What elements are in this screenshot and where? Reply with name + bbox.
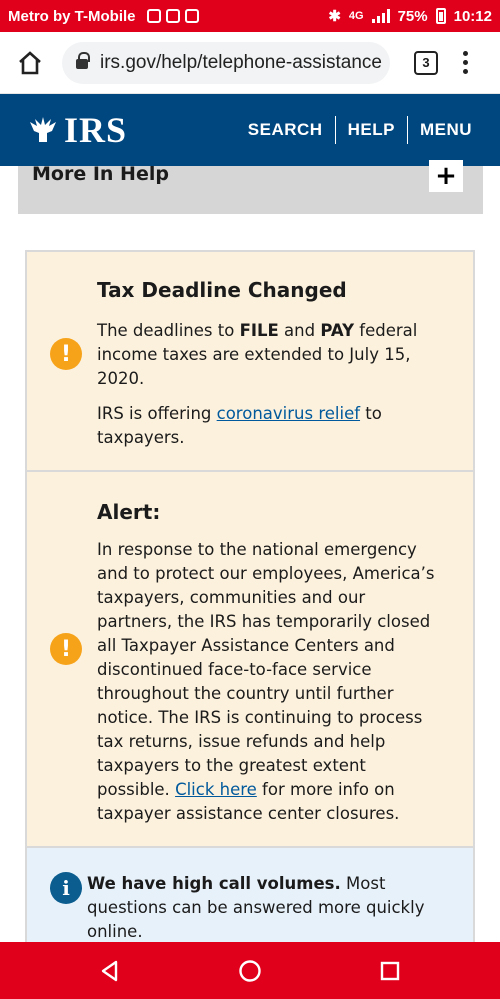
text-segment: federal income taxes are extended to July 15, 2020.	[97, 321, 418, 388]
bluetooth-icon: ✱	[328, 8, 341, 25]
shield-icon	[185, 9, 199, 23]
text-segment: Most questions can be answered more quickly online.	[87, 874, 425, 941]
document-icon	[166, 9, 180, 23]
lock-icon	[76, 57, 88, 69]
closure-alert	[25, 472, 475, 848]
notification-icons	[147, 9, 199, 23]
pay-emphasis: PAY	[320, 321, 355, 340]
warning-icon: !	[50, 633, 82, 665]
logo-text: IRS	[64, 110, 128, 150]
recents-icon[interactable]	[378, 959, 402, 983]
site-header	[0, 94, 500, 166]
file-emphasis: FILE	[239, 321, 279, 340]
alert-title: Alert:	[97, 500, 161, 524]
home-button[interactable]	[12, 45, 48, 81]
system-navigation-bar	[0, 942, 500, 999]
click-here-link[interactable]: Click here	[175, 780, 257, 799]
text-segment: and	[278, 321, 321, 340]
tab-switcher-button[interactable]: 3	[414, 51, 438, 75]
call-volume-emphasis: We have high call volumes.	[87, 874, 341, 893]
info-icon: i	[50, 872, 82, 904]
nav-help[interactable]: HELP	[347, 120, 395, 139]
battery-icon	[436, 8, 446, 24]
coronavirus-relief-link[interactable]: coronavirus relief	[216, 404, 361, 423]
relief-text	[97, 402, 437, 450]
deadline-text	[97, 319, 437, 391]
browser-menu-button[interactable]	[462, 51, 468, 74]
dot-icon	[463, 60, 468, 65]
more-in-help-title: More In Help	[32, 163, 169, 185]
youtube-icon	[147, 9, 161, 23]
text-segment: The deadlines to	[97, 321, 240, 340]
address-bar[interactable]	[62, 42, 390, 84]
deadline-title: Tax Deadline Changed	[97, 278, 347, 302]
dot-icon	[463, 51, 468, 56]
text-segment: In response to the national emergency and to protect our employees, America’s taxpayers, communities and our partners, the IRS has temporarily closed all Taxpayer Assistance Centers and discontinued face-to-face service throughout the country until further notice. The IRS is continuing to process tax returns, issue refunds and help taxpayers to the greatest extent possible.	[97, 540, 435, 799]
call-volume-text	[87, 872, 447, 944]
nav-menu[interactable]: MENU	[419, 120, 472, 139]
eagle-icon	[28, 116, 58, 144]
warning-icon: !	[50, 338, 82, 370]
clock: 10:12	[453, 7, 492, 25]
text-segment: to taxpayers.	[97, 404, 382, 447]
home-circle-icon[interactable]	[238, 959, 262, 983]
status-bar	[0, 0, 500, 32]
tax-deadline-alert	[25, 250, 475, 472]
battery-percent: 75%	[397, 7, 428, 25]
alert-body	[97, 538, 437, 826]
irs-logo[interactable]	[28, 109, 127, 151]
more-in-help-accordion[interactable]	[18, 161, 483, 214]
text-segment: for more info on taxpayer assistance center closures.	[97, 780, 400, 823]
expand-icon[interactable]: +	[429, 160, 463, 192]
carrier-label: Metro by T-Mobile	[8, 7, 136, 25]
browser-toolbar	[0, 32, 500, 94]
site-nav	[236, 116, 484, 144]
text-segment: IRS is offering	[97, 404, 217, 423]
url-text: irs.gov/help/telephone-assistance	[100, 51, 383, 73]
signal-icon	[372, 9, 390, 23]
back-icon[interactable]	[98, 959, 122, 983]
home-icon	[17, 50, 43, 76]
network-label: 4G	[348, 10, 364, 22]
nav-search[interactable]: SEARCH	[247, 120, 323, 139]
dot-icon	[463, 69, 468, 74]
